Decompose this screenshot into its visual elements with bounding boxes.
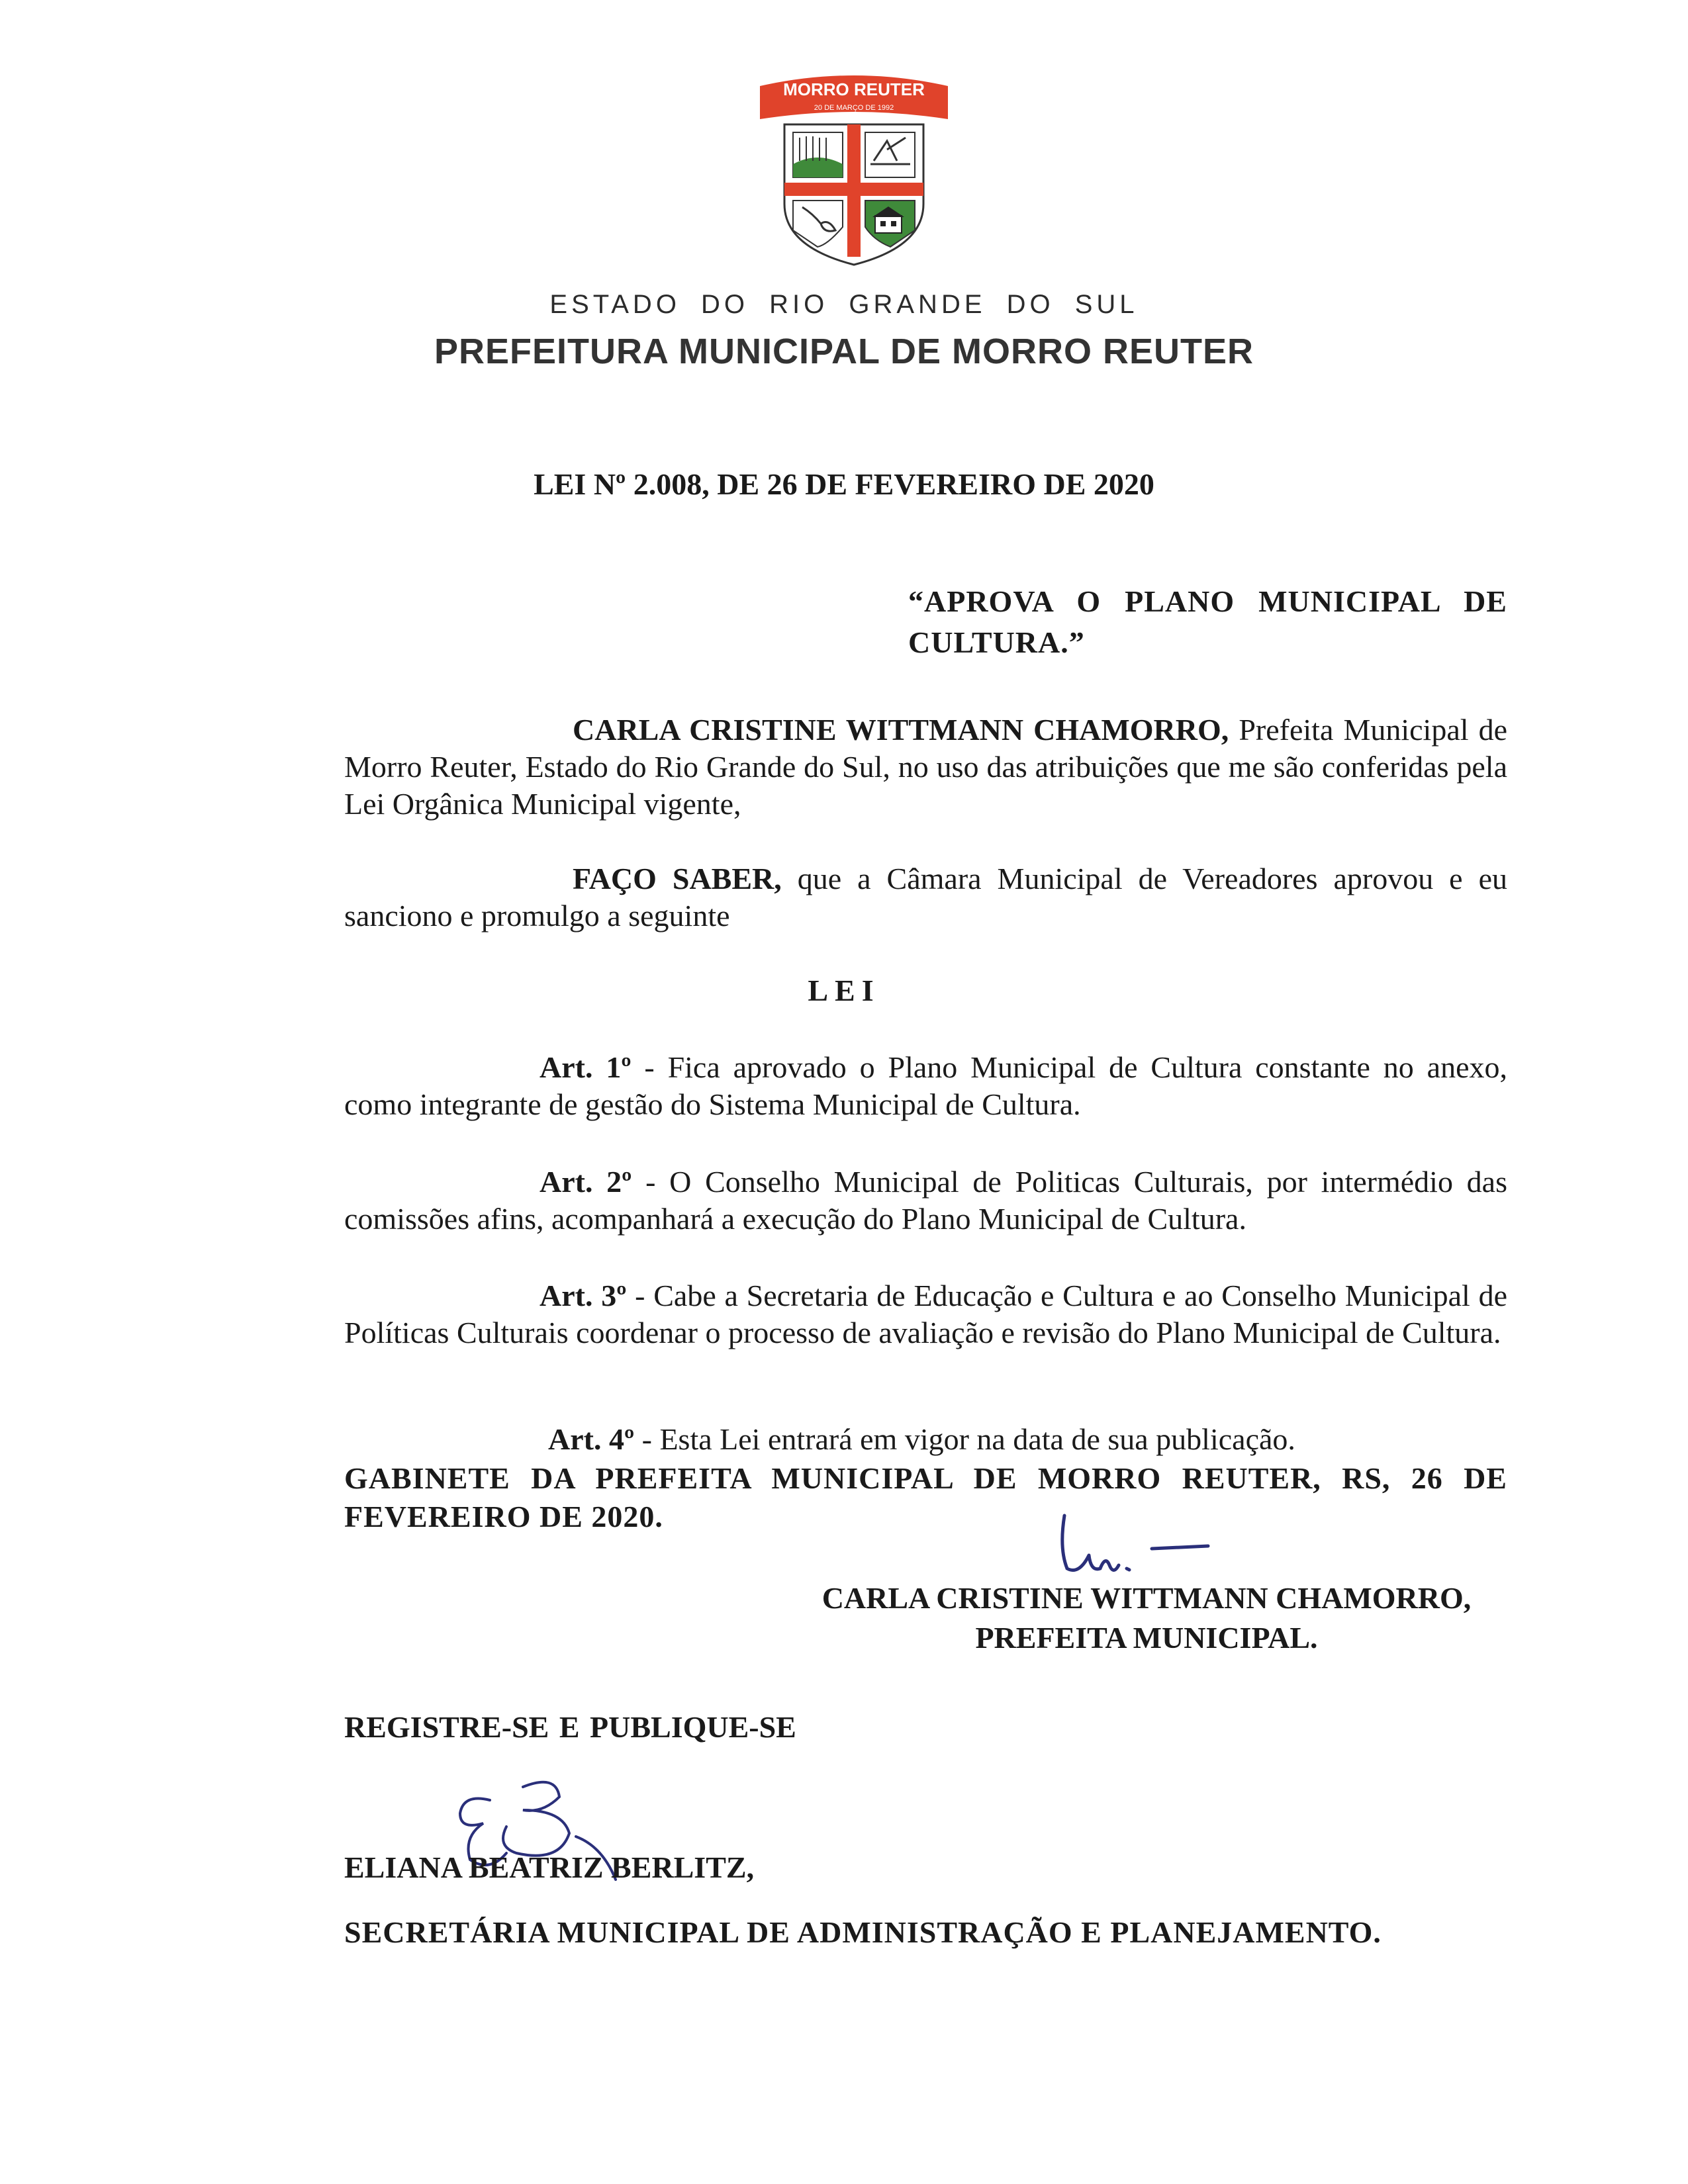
article-3	[344, 1277, 1507, 1351]
law-title: LEI Nº 2.008, DE 26 DE FEVEREIRO DE 2020	[534, 467, 1154, 501]
article-4	[548, 1422, 1295, 1457]
article-2-label: Art. 2º	[539, 1165, 632, 1199]
secretary-title: SECRETÁRIA MUNICIPAL DE ADMINISTRAÇÃO E PLANEJAMENTO.	[344, 1915, 1382, 1949]
enactment-lead: FAÇO SABER,	[573, 862, 782, 895]
registre-line: REGISTRE-SE E PUBLIQUE-SE	[344, 1710, 796, 1744]
preamble-text: Prefeita Municipal de Morro Reuter, Estado do Rio Grande do Sul, no uso das atribuições que me são conferidas pela Lei Orgânica Municipal vigente,	[344, 713, 1508, 821]
article-4-label: Art. 4º	[548, 1422, 635, 1456]
article-1-label: Art. 1º	[539, 1050, 632, 1084]
article-3-label: Art. 3º	[539, 1279, 627, 1312]
mayor-name: CARLA CRISTINE WITTMANN CHAMORRO,	[573, 713, 1229, 747]
state-name: ESTADO DO RIO GRANDE DO SUL	[549, 290, 1139, 319]
law-ementa: “APROVA O PLANO MUNICIPAL DE CULTURA.”	[908, 584, 1507, 659]
mayor-signer-title: PREFEITA MUNICIPAL.	[975, 1621, 1318, 1655]
municipal-crest-logo	[755, 71, 953, 270]
article-2-text: - O Conselho Municipal de Politicas Culturais, por intermédio das comissões afins, acompanhará a execução do Plano Municipal de Cultura.	[344, 1165, 1507, 1236]
preamble-paragraph	[344, 711, 1507, 823]
article-4-text: - Esta Lei entrará em vigor na data de sua publicação.	[634, 1422, 1295, 1456]
enactment-paragraph	[344, 860, 1507, 934]
government-name: PREFEITURA MUNICIPAL DE MORRO REUTER	[434, 332, 1254, 371]
article-3-text: - Cabe a Secretaria de Educação e Cultura e ao Conselho Municipal de Políticas Culturais coordenar o processo de avaliação e revisão do Plano Municipal de Cultura.	[344, 1279, 1508, 1349]
crest-banner-title: MORRO REUTER	[783, 79, 925, 99]
article-1-text: - Fica aprovado o Plano Municipal de Cultura constante no anexo, como integrante de gestão do Sistema Municipal de Cultura.	[344, 1050, 1508, 1121]
mayor-signer-name: CARLA CRISTINE WITTMANN CHAMORRO,	[821, 1581, 1472, 1615]
lei-heading: LEI	[808, 974, 880, 1007]
gabinete-line: GABINETE DA PREFEITA MUNICIPAL DE MORRO REUTER, RS, 26 DE FEVEREIRO DE 2020.	[344, 1461, 1507, 1533]
enactment-text: que a Câmara Municipal de Vereadores aprovou e eu sanciono e promulgo a seguinte	[344, 862, 1507, 933]
article-1	[344, 1049, 1507, 1123]
mayor-signature	[1053, 1502, 1218, 1588]
secretary-name: ELIANA BEATRIZ BERLITZ,	[344, 1850, 755, 1884]
crest-banner-date: 20 DE MARÇO DE 1992	[814, 104, 894, 112]
article-2	[344, 1163, 1507, 1238]
mayor-signature-block	[794, 1578, 1499, 1658]
